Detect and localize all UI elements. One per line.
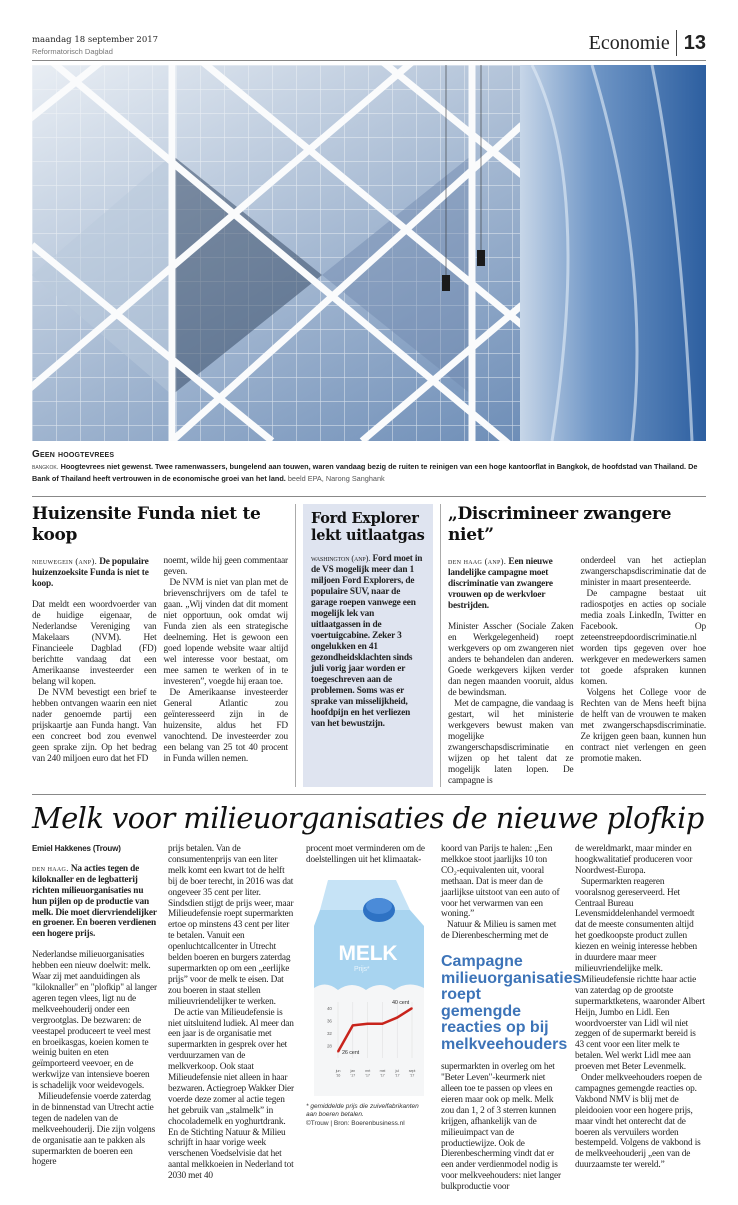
dateline: washington (anp). [311,553,371,563]
data-point [382,1023,384,1025]
subheadline: Campagne milieuorganisaties roept gemengde reacties op bij melkveehouders [441,953,582,1053]
article-zwanger [448,504,706,787]
article-funda-col1 [32,556,157,765]
article-funda-col2 [164,556,289,765]
headline-ford: Ford Explorer lekt uitlaatgas [311,510,425,544]
article-funda [32,504,288,787]
page-header [32,30,706,61]
issue-date: maandag 18 september 2017 [32,35,159,45]
paragraph: De campagne bestaat uit radiospotjes en acties op sociale media zoals LinkedIn, Twitter en Facebook. Op zeteenstreepdoordiscriminatie.nl worden tips gegeven over hoe werkgever en medewerkers samen tot goede afspraken kunnen komen. [580,589,706,687]
data-point [367,1023,369,1025]
paragraph: noemt, wilde hij geen commentaar geven. [163,556,288,577]
divider [32,794,706,795]
newspaper-name: Reformatorisch Dagblad [32,47,113,56]
photo-window-cleaners [32,65,706,441]
x-tick-label: jun '16 [335,1068,341,1078]
byline: Emiel Hakkenes (Trouw) [32,844,121,853]
headline-funda: Huizensite Funda niet te koop [32,504,261,545]
chart-title: MELK [338,941,398,965]
paragraph: Milieudefensie richtte haar actie van zaterdag op de grootste supermarktketens, waaronder Albert Heijn, Jumbo en Lidl. Een woordvoerster van Lidl wil niet zeggen of de supermarkt bereid is 43 cent voor een liter melk te betalen. Wel werkt Lidl mee aan proeven met Beter Levenmelk. [575,974,705,1073]
milk-price-chart [306,868,430,1100]
paragraph: Dat meldt een woordvoerder van de huidige eigenaar, de Nederlandse Vereniging van Makelaars (NVM). Het Financieele Dagblad (FD) berichtte vandaag dat een Amerikaanse investeerder een belang wil kopen. [32,600,157,687]
lead [32,556,157,590]
paragraph: de wereldmarkt, maar minder en hoogkwalitatief produceren voor Noordwest-Europa. [575,844,693,876]
x-tick-label: jan '17 [350,1068,356,1078]
paragraph: De Amerikaanse investeerder General Atlantic zou geïnteresseerd zijn in de huizensite, aldus het FD vanochtend. De investeerder zou een belang van 25 tot 40 procent in Funda willen nemen. [163,688,288,764]
paragraph: Minister Asscher (Sociale Zaken en Werkgelegenheid) roept werkgevers op om zwangeren niet anders te behandelen dan anderen. Goede werkgevers kijken verder dan negen maanden vooruit, aldus de bewindsman. [448,622,574,698]
lead-text: Na acties tegen de kiloknaller en de legbatterij richten milieuorganisaties nu hun pijlen op de productie van melk. Die moet diervriendelijker en groener. En boeren verdienen een hogere prijs. [32,863,157,940]
photo-caption [32,462,706,484]
divider [440,504,441,787]
end-label: 40 cent [392,1000,409,1007]
paragraph: Onder melkveehouders roepen de campagnes gemengde reacties op. Vakbond NMV is blij met de pleidooien voor een hogere prijs, maar vindt het onterecht dat de boeren als vervuilers worden bestempeld. Volgens de vakbond is de melkveehouderij „een van de duurzaamste ter wereld.” [575,1073,702,1171]
page-number: 13 [683,31,706,54]
paragraph: De actie van Milieudefensie is niet uitsluitend ludiek. Al meer dan een jaar is de organisatie met supermarkten in gesprek over het verduurzamen van de melkverkoop. Ook staat Milieudefensie niet alleen in haar bezwaren. Actiegroep Wakker Dier voerde deze zomer al actie tegen het gebruik van „stalmelk” in chocolademelk en yoghurtdrank. En de Stichting Natuur & Milieu schrijft in haar vorige week verschenen Voedselvisie dat het aantal melkkoeien in Nederland tot 2030 met 40 [168,1007,294,1182]
y-tick-label: 40 [327,1006,332,1012]
article-melk-col4 [441,844,582,1193]
data-point [396,1017,398,1019]
dateline: den haag (anp). [448,556,507,566]
article-melk-col2 [168,844,295,1182]
caption-text: Hoogtevrees niet gewenst. Twee ramenwassers, bungelend aan touwen, waren vandaag bezig de ruiten te reinigen van een hoge kantoorflat in Bangkok, de hoofdstad van Thailand. De Bank of Thailand heeft vertrouwen in de economische groei van het land. [32,462,698,483]
divider [295,504,296,787]
paragraph: koord van Parijs te halen: „Een melkkoe stoot jaarlijks 10 ton CO₂-equivalenten uit, vooral methaan. Dat is meer dan de jaarlijkse uitstoot van een auto of voor het verwarmen van een woning.” [441,844,560,920]
photo-credit: beeld EPA, Narong Sanghank [287,473,385,483]
x-tick-label: sept '17 [408,1068,416,1078]
data-point [411,1007,413,1009]
article-melk-col1 [32,844,157,1168]
chart-source: ©Trouw | Bron: Boerenbusiness.nl [306,1119,405,1127]
y-tick-label: 28 [327,1043,332,1049]
paragraph: prijs betalen. Van de consumentenprijs van een liter melk komt een kwart tot de helft bij de boer terecht, in 2016 was dat ongeveer 35 cent per liter. Sindsdien stijgt de prijs weer, maar Milieudefensie roept supermarkten ertoe op minstens 43 cent per liter te betalen. Vanuit een openluchtcallcenter in Utrecht belden boeren en burgers zaterdag supermarkten op om een „eerlijke prijs” voor de melk te eisen. Dat zou boeren in staat stellen milieuvriendelijker te werken. [168,844,294,1007]
y-tick-label: 32 [327,1030,332,1036]
divider [32,496,706,497]
lead-text: De populaire huizenzoeksite Funda is niet te koop. [32,557,149,589]
paragraph: onderdeel van het actieplan zwangerschapsdiscriminatie dat de minister in maart presenteerde. [580,556,706,588]
start-label: 26 cent [342,1049,359,1056]
paragraph: Met de campagne, die vandaag is gestart, wil het ministerie werkgevers bewust maken van mogelijke zwangerschapsdiscriminatie en wijzen op het talent dat ze mogelijk laten lopen. De campagne is [448,699,574,786]
article-ford-text [311,553,425,730]
dateline: bangkok. [32,464,59,471]
paragraph: De NVM is niet van plan met de brievenschrijvers om de tafel te gaan. „Wij vinden dat dit moment niet opportuun, ook omdat wij Funda zien als een strategische deelneming. Het is gewoon een goed lopende website waar altijd wel interesse voor bestaat, om mee samen te werken of in te investeren”, voegde hij eraan toe. [163,578,288,687]
chart-subtitle: Prijs* [354,965,370,973]
paragraph: Volgens het College voor de Rechten van de Mens heeft bijna de helft van de vrouwen te maken met zwangerschapsdiscriminatie. Ze krijgen geen baan, kunnen hun contract niet verlengen en geen promotie maken. [580,688,706,764]
paragraph: Supermarkten reageren vooralsnog gereserveerd. Het Centraal Bureau Levensmiddelenhandel vermoedt dat de meeste consumenten altijd het goedkoopste product zullen kiezen en weinig interesse hebben in duurdere maar meer milieuvriendelijke melk. [575,876,698,974]
x-tick-label: jul '17 [394,1068,400,1078]
paragraph: Natuur & Milieu is samen met de Dierenbescherming met de [441,920,557,942]
headline-melk: Melk voor milieuorganisaties de nieuwe plofkip [32,801,704,835]
article-zwanger-col2 [581,556,707,787]
article-melk [32,844,706,1193]
data-point [352,1024,354,1026]
headline-zwanger: „Discrimineer zwangere niet” [448,504,672,545]
article-zwanger-col1 [448,556,574,787]
chart-footnote: * gemiddelde prijs die zuivelfabrikanten aan boeren betalen. [306,1102,419,1119]
section-title: Economie [588,31,670,54]
article-text: Ford moet in de VS mogelijk meer dan 1 miljoen Ford Explorers, de populaire SUV, naar de garage roepen vanwege een mogelijk lek van uitlaatgassen in de voertuigcabine. Zeker 3 ongelukken en 41 gezondheidsklachten sinds juli vorig jaar worden er toegeschreven aan de problemen. Soms was er sprake van misselijkheid, hoofdpijn en het verliezen van het bewustzijn. [311,554,423,729]
paragraph: Milieudefensie voerde zaterdag in de binnenstad van Utrecht actie tegen de nadelen van de melkveehouderij. Die zijn volgens de organisatie aan te pakken als supermarkten de boeren een hogere [32,1092,156,1168]
y-tick-label: 36 [327,1018,332,1024]
article-ford-box [303,504,433,787]
photo-caption-title: Geen hoogtevrees [32,449,115,460]
article-melk-col3 [306,844,430,1128]
x-tick-label: mrt '17 [365,1068,371,1078]
paragraph: supermarkten in overleg om het "Beter Leven"-keurmerk niet alleen toe te passen op vlees en eieren maar ook op melk. Melk zou dan 1, 2 of 3 sterren kunnen krijgen, afhankelijk van de milieuimpact van de productiewijze. Ook de Dierenbescherming vindt dat er een ander verdienmodel nodig is voor melkveehouders: niet langer bulkproductie voor [441,1062,561,1193]
lead-text: Een nieuwe landelijke campagne moet discriminatie van zwangere vrouwen op de werkvloer bestrijden. [448,557,553,611]
article-melk-col5 [575,844,706,1171]
data-point [337,1051,339,1053]
paragraph: De NVM bevestigt een brief te hebben ontvangen waarin een niet nader genoemde partij een prijskaartje aan Funda hangt. Van een concreet bod zou evenwel geen sprake zijn. Op het bedrag van 240 miljoen euro dat het FD [32,688,157,764]
paragraph: procent moet verminderen om de doelstellingen uit het klimaatak- [306,844,425,865]
chart-notes [306,1103,430,1129]
dateline: den haag. [32,862,69,873]
dateline: nieuwegein (anp). [32,556,98,566]
top-articles [32,504,706,787]
paragraph: Nederlandse milieuorganisaties hebben een nieuw doelwit: melk. Waar zij met aanduidingen als "kiloknaller" en "plofkip" al langer ageren tegen vlees, ligt nu de melkveehouderij onder een vergrootglas. De bezwaren: de veestapel produceert te veel mest en broeikasgas, koeien komen te weinig buiten en eten geïmporteerd veevoer, en de werkwijze van intensieve boeren is schadelijk voor weidevogels. [32,950,157,1092]
x-tick-label: mei '17 [379,1068,386,1078]
